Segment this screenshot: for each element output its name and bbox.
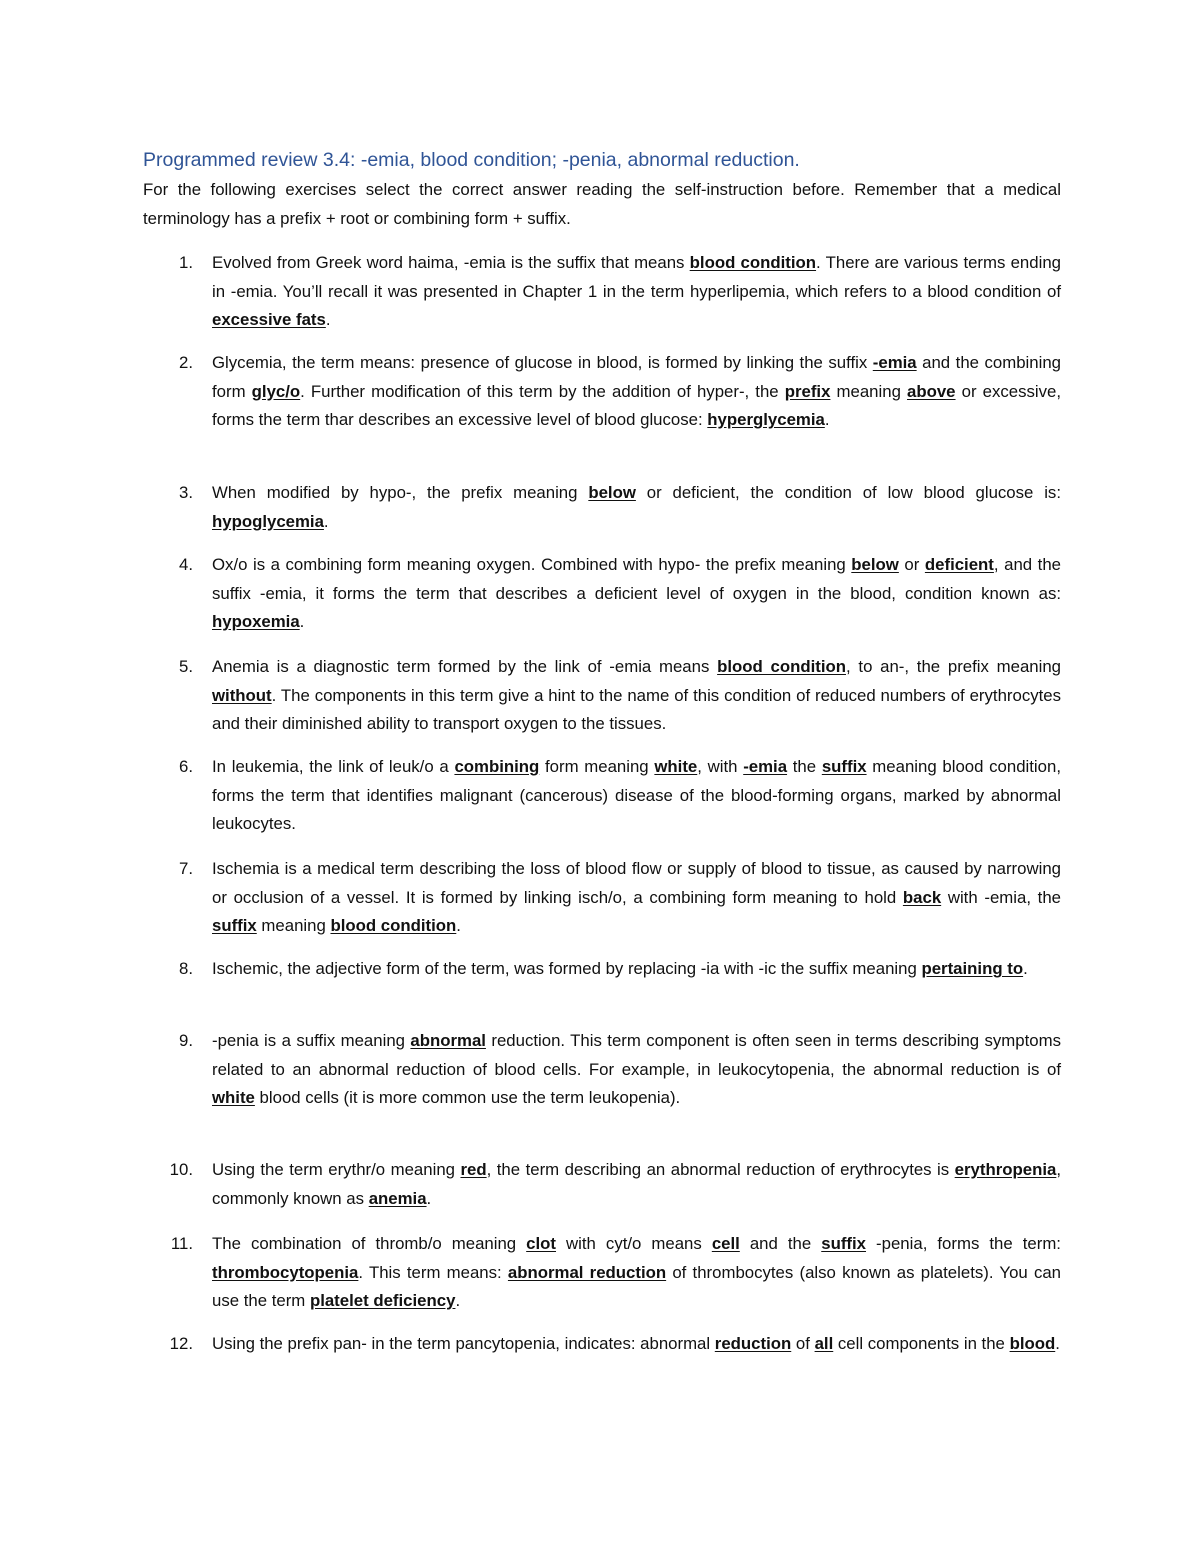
- answer-term: suffix: [821, 757, 867, 776]
- exercise-item: [143, 1027, 1061, 1113]
- exercise-text-segment: , with: [697, 757, 744, 776]
- exercise-text-segment: .: [455, 1291, 461, 1310]
- exercise-text-segment: reduction. This term component is often seen in terms describing symptoms related to an abnormal reduction of blood cells. For example, in leukocytopenia, the abnormal reduction is of: [212, 1031, 1061, 1079]
- answer-term: clot: [526, 1234, 557, 1253]
- instructions-paragraph: For the following exercises select the correct answer reading the self-instruction before. Remember that a medical terminology has a prefix + root or combining form + suffix.: [143, 180, 1061, 228]
- exercise-number: 2.: [179, 353, 193, 372]
- exercise-text-segment: and the: [739, 1234, 822, 1253]
- exercise-number: 3.: [179, 483, 193, 502]
- answer-term: anemia: [368, 1188, 427, 1208]
- exercise-text-segment: meaning blood condition, forms the term that identifies malignant (cancerous) disease of the blood-forming organs, marked by abnormal leukocytes.: [212, 757, 1061, 833]
- answer-term: suffix: [821, 1234, 867, 1253]
- exercise-text-segment: meaning: [256, 916, 331, 935]
- exercise-text-segment: Ox/o is a combining form meaning oxygen. Combined with hypo- the prefix meaning: [212, 555, 852, 574]
- exercise-text: [212, 1330, 1061, 1359]
- exercise-number: 11.: [170, 1234, 193, 1253]
- exercise-text-segment: -penia, forms the term:: [866, 1234, 1061, 1253]
- exercise-text-segment: with cyt/o means: [556, 1234, 712, 1253]
- exercise-item: [143, 1330, 1061, 1359]
- answer-term: abnormal: [410, 1031, 486, 1050]
- exercise-text-segment: . Further modification of this term by the addition of hyper-, the: [300, 381, 785, 401]
- exercise-text-segment: . This term means:: [358, 1262, 508, 1282]
- exercise-text-segment: .: [1055, 1334, 1060, 1353]
- exercise-text-segment: , and the suffix -emia, it forms the term that describes a deficient level of oxygen in the blood, condition known as:: [212, 555, 1061, 603]
- exercise-text-segment: meaning: [830, 381, 908, 401]
- exercise-text-segment: cell components in the: [833, 1334, 1010, 1353]
- exercise-number: 4.: [179, 555, 193, 574]
- exercise-text: [212, 1156, 1061, 1213]
- exercise-text-segment: When modified by hypo-, the prefix meaning: [212, 483, 589, 502]
- exercise-text-segment: and the combining form: [212, 353, 1061, 401]
- exercise-text-segment: Using the term erythr/o meaning: [212, 1160, 461, 1179]
- exercise-item: [143, 955, 1061, 984]
- answer-term: blood: [1009, 1334, 1056, 1353]
- exercise-number: 10.: [169, 1160, 193, 1179]
- exercise-number: 8.: [179, 959, 193, 978]
- exercise-text-segment: of: [791, 1334, 815, 1353]
- answer-term: cell: [711, 1234, 740, 1253]
- answer-term: suffix: [212, 916, 257, 935]
- exercise-number: 7.: [179, 859, 193, 878]
- exercise-text-segment: .: [1023, 959, 1028, 978]
- exercise-text: [212, 753, 1061, 839]
- exercise-number: 12.: [169, 1334, 193, 1353]
- exercise-text-segment: Ischemic, the adjective form of the term, was formed by replacing -ia with -ic the suffix meaning: [212, 959, 922, 978]
- answer-term: below: [851, 555, 899, 574]
- exercise-text: [212, 349, 1061, 435]
- answer-term: -emia: [872, 353, 917, 372]
- answer-term: abnormal reduction: [507, 1262, 667, 1282]
- exercise-text-segment: .: [426, 1188, 432, 1208]
- answer-term: hypoglycemia: [212, 511, 324, 531]
- exercise-text-segment: , to an-, the prefix meaning: [846, 657, 1062, 676]
- exercise-number: 9.: [179, 1031, 193, 1050]
- answer-term: -emia: [743, 757, 788, 776]
- page-title: Programmed review 3.4: -emia, blood condition; -penia, abnormal reduction.: [143, 149, 800, 171]
- exercise-text: [212, 551, 1061, 637]
- exercise-item: [143, 653, 1061, 739]
- answer-term: all: [814, 1334, 834, 1353]
- exercise-text-segment: of thrombocytes (also known as platelets). You can use the term: [212, 1262, 1062, 1310]
- answer-term: glyc/o: [251, 381, 301, 401]
- answer-term: white: [654, 757, 698, 776]
- exercise-text: [212, 653, 1061, 739]
- exercise-text-segment: form meaning: [539, 757, 655, 776]
- answer-term: reduction: [714, 1334, 792, 1353]
- exercise-text-segment: with -emia, the: [941, 887, 1061, 907]
- answer-term: below: [588, 483, 636, 502]
- exercise-text-segment: , the term describing an abnormal reduction of erythrocytes is: [486, 1160, 955, 1179]
- answer-term: hypoxemia: [212, 612, 300, 631]
- exercise-item: [143, 479, 1061, 536]
- answer-term: without: [212, 685, 272, 705]
- answer-term: platelet deficiency: [309, 1291, 456, 1310]
- exercise-number: 5.: [179, 657, 193, 676]
- exercise-item: [143, 753, 1061, 839]
- exercise-number: 6.: [179, 757, 193, 776]
- answer-term: prefix: [784, 381, 831, 401]
- exercise-text-segment: or: [898, 555, 925, 574]
- exercise-text-segment: .: [325, 310, 331, 329]
- exercise-text-segment: .: [824, 410, 830, 429]
- exercise-text-segment: or deficient, the condition of low blood glucose is:: [635, 483, 1061, 502]
- answer-term: hyperglycemia: [707, 410, 825, 429]
- answer-term: pertaining to: [921, 959, 1024, 978]
- exercise-text: [212, 479, 1061, 536]
- answer-term: white: [212, 1088, 255, 1107]
- answer-term: erythropenia: [954, 1160, 1057, 1179]
- answer-term: back: [902, 887, 942, 907]
- exercise-text-segment: . There are various terms ending in -emia. You’ll recall it was presented in Chapter 1 in the term hyperlipemia, which refers to a blood condition of: [212, 253, 1061, 301]
- exercise-text-segment: The combination of thromb/o meaning: [212, 1234, 527, 1253]
- exercise-item: [143, 1156, 1061, 1213]
- exercise-text-segment: .: [456, 916, 461, 935]
- exercise-text-segment: . The components in this term give a hint to the name of this condition of reduced numbers of erythrocytes and their diminished ability to transport oxygen to the tissues.: [212, 685, 1061, 733]
- exercise-text: [212, 1230, 1061, 1316]
- answer-term: blood condition: [330, 916, 457, 935]
- exercise-item: [143, 1230, 1061, 1316]
- exercise-number: 1.: [179, 253, 193, 272]
- exercise-text-segment: the: [787, 757, 822, 776]
- exercise-text-segment: Glycemia, the term means: presence of glucose in blood, is formed by linking the suffix: [212, 353, 873, 372]
- exercise-text-segment: -penia is a suffix meaning: [212, 1031, 411, 1050]
- answer-term: thrombocytopenia: [212, 1262, 359, 1282]
- exercise-text-segment: .: [323, 511, 329, 531]
- exercise-text-segment: .: [299, 612, 305, 631]
- answer-term: excessive fats: [212, 310, 326, 329]
- exercise-text-segment: , commonly known as: [212, 1160, 1061, 1208]
- exercise-text-segment: Ischemia is a medical term describing the loss of blood flow or supply of blood to tissue, as caused by narrowing or occlusion of a vessel. It is formed by linking isch/o, a combining form meaning to hold: [212, 859, 1061, 907]
- answer-term: blood condition: [689, 253, 817, 272]
- answer-term: red: [460, 1160, 487, 1179]
- answer-term: above: [907, 381, 956, 401]
- exercise-item: [143, 349, 1061, 435]
- exercise-text-segment: or excessive, forms the term thar describes an excessive level of blood glucose:: [212, 381, 1061, 429]
- exercise-text-segment: blood cells (it is more common use the term leukopenia).: [254, 1088, 681, 1107]
- answer-term: deficient: [924, 555, 994, 574]
- exercise-text-segment: Using the prefix pan- in the term pancytopenia, indicates: abnormal: [212, 1334, 715, 1353]
- exercise-text: [212, 249, 1061, 335]
- answer-term: combining: [454, 757, 540, 776]
- exercise-item: [143, 249, 1061, 335]
- answer-term: blood condition: [717, 657, 847, 676]
- exercise-text-segment: Anemia is a diagnostic term formed by the link of -emia means: [212, 657, 718, 676]
- exercise-text-segment: Evolved from Greek word haima, -emia is the suffix that means: [212, 253, 690, 272]
- exercise-text: [212, 855, 1061, 941]
- exercise-item: [143, 855, 1061, 941]
- exercise-text: [212, 955, 1061, 984]
- exercise-item: [143, 551, 1061, 637]
- exercise-text-segment: In leukemia, the link of leuk/o a: [212, 757, 455, 776]
- exercise-text: [212, 1027, 1061, 1113]
